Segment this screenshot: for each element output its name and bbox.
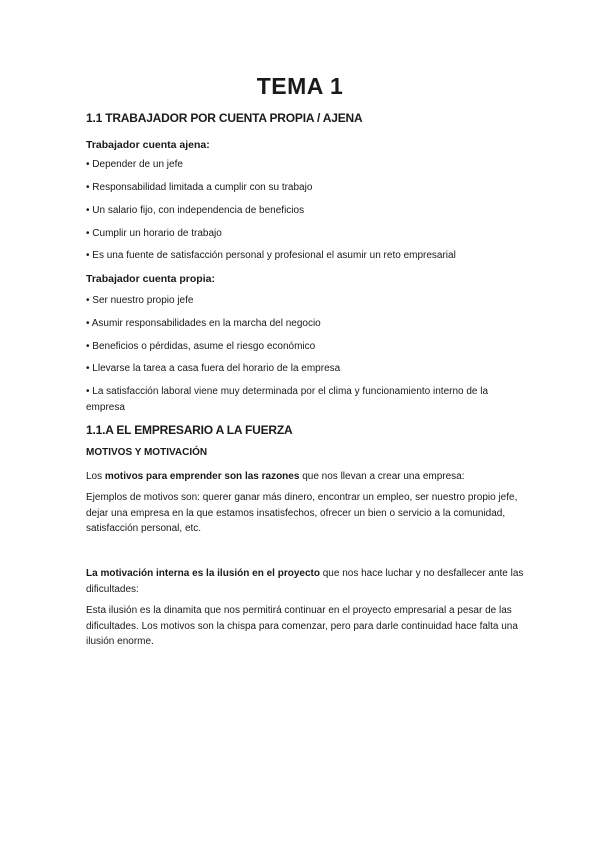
- page-title: TEMA 1: [256, 73, 344, 99]
- list-item: • Beneficios o pérdidas, asume el riesgo económico: [86, 341, 316, 352]
- list-item: • Es una fuente de satisfacción personal y profesional el asumir un reto empresarial: [86, 250, 456, 261]
- text-run: que nos hace luchar y no desfallecer ante las dificultades:: [86, 568, 524, 595]
- text-run: que nos llevan a crear una empresa:: [299, 471, 465, 482]
- list-item: • Depender de un jefe: [86, 159, 183, 170]
- section-heading-trabajador: 1.1 TRABAJADOR POR CUENTA PROPIA / AJENA: [86, 111, 363, 125]
- subheading-cuenta-propia: Trabajador cuenta propia:: [86, 273, 215, 285]
- paragraph-motivos: [86, 469, 465, 484]
- text-run-bold: motivos para emprender son las razones: [104, 471, 300, 482]
- paragraph-ilusion: Esta ilusión es la dinamita que nos permitirá continuar en el proyecto empresarial a pesar de las dificultades. Los motivos son la chispa para comenzar, pero para darle continuidad hace falta una ilusión enorme.: [86, 605, 518, 647]
- list-item: • Un salario fijo, con independencia de beneficios: [86, 205, 305, 216]
- paragraph-ejemplos: Ejemplos de motivos son: querer ganar más dinero, encontrar un empleo, ser nuestro propio jefe, dejar una empresa en la que estamos insatisfechos, ofrecer un bien o servicio a la comunidad, satisfacción personal, etc.: [86, 492, 518, 534]
- list-item: • Asumir responsabilidades en la marcha del negocio: [86, 318, 321, 329]
- list-item: • Cumplir un horario de trabajo: [86, 228, 222, 239]
- subheading-motivos: MOTIVOS Y MOTIVACIÓN: [86, 447, 208, 458]
- text-run-bold: La motivación interna es la ilusión en el proyecto: [86, 568, 320, 579]
- list-item: • Ser nuestro propio jefe: [86, 295, 194, 306]
- subheading-cuenta-ajena: Trabajador cuenta ajena:: [86, 139, 210, 151]
- list-item: • Responsabilidad limitada a cumplir con su trabajo: [86, 182, 313, 193]
- paragraph-motivacion: [86, 566, 526, 597]
- list-item: • Llevarse la tarea a casa fuera del horario de la empresa: [86, 363, 341, 374]
- section-heading-empresario: 1.1.A EL EMPRESARIO A LA FUERZA: [86, 423, 293, 437]
- text-run: Los: [86, 471, 105, 482]
- list-item: • La satisfacción laboral viene muy determinada por el clima y funcionamiento interno de la empresa: [86, 386, 489, 413]
